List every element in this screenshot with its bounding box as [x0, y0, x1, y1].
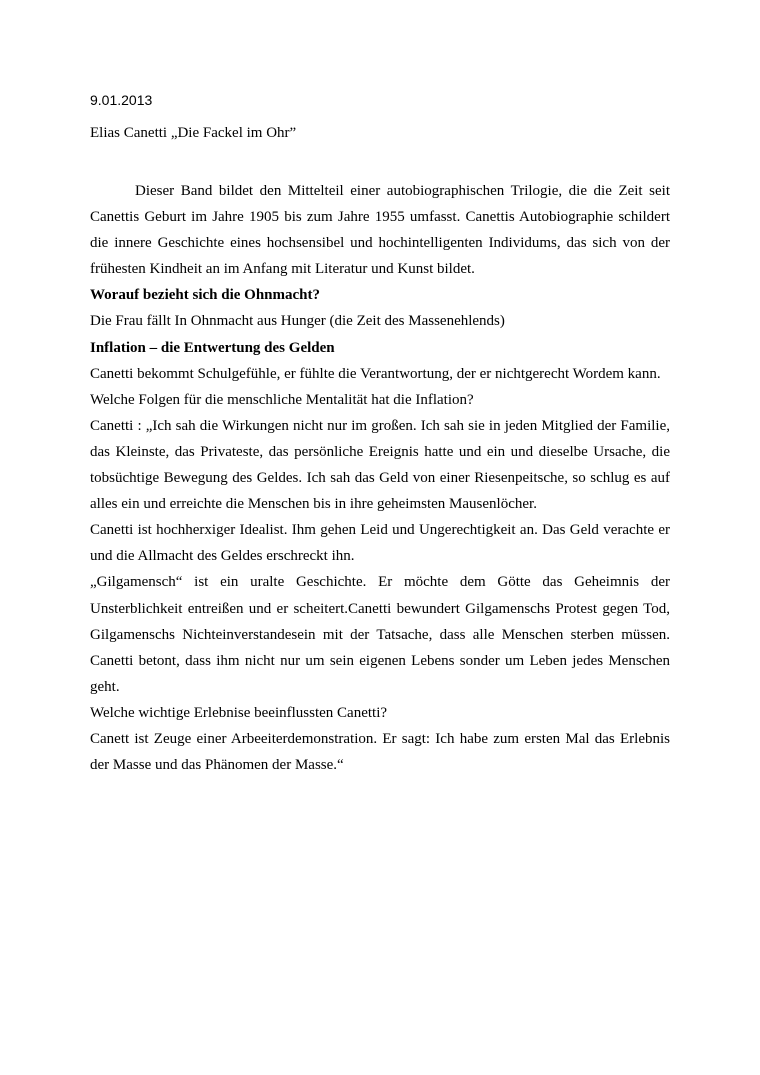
paragraph-gilgamensch: „Gilgamensch“ ist ein uralte Geschichte. Er möchte dem Götte das Geheimnis der Unsterblichkeit entreißen und er scheitert.Canetti bewundert Gilgamenschs Protest gegen Tod, Gilgamenschs Nichteinverstandesein mit der Tatsache, dass alle Menschen sterben müssen. Canetti betont, dass ihm nicht nur um sein eigenen Lebens sonder um Leben jedes Menschen geht.: [90, 574, 670, 695]
question-ohnmacht: Worauf bezieht sich die Ohnmacht?: [90, 287, 321, 304]
paragraph-masse: Canett ist Zeuge einer Arbeeiterdemonstration. Er sagt: Ich habe zum ersten Mal das Erlebnis der Masse und das Phänomen der Masse.“: [90, 730, 670, 774]
document-title: Elias Canetti „Die Fackel im Ohr”: [90, 125, 297, 141]
intro-paragraph: Dieser Band bildet den Mittelteil einer autobiographischen Trilogie, die die Zeit seit Canettis Geburt im Jahre 1905 bis zum Jahre 1955 umfasst. Canettis Autobiographie schildert die innere Geschichte eines hochsensibel und hochintelligenten Individums, das sich von der frühesten Kindheit an im Anfang mit Literatur und Kunst bildet.: [90, 183, 670, 278]
question-mentalitaet: Welche Folgen für die menschliche Mentalität hat die Inflation?: [90, 391, 474, 408]
canetti-quote-paragraph: Canetti : „Ich sah die Wirkungen nicht nur im großen. Ich sah sie in jeden Mitglied der Familie, das Kleinste, das Privateste, das persönliche Ereignis hatte und ein und dieselbe Ursache, die tobsüchtige Bewegung des Geldes. Ich sah das Geld von einer Riesenpeitsche, so schlug es auf alles ein und erreichte die Menschen bis in ihre geheimsten Mausenlöcher.: [90, 417, 670, 513]
document-body: [90, 178, 670, 778]
paragraph-idealist: Canetti ist hochherxiger Idealist. Ihm gehen Leid und Ungerechtigkeit an. Das Geld verachte er und die Allmacht des Geldes erschreckt ihn.: [90, 522, 670, 565]
question-erlebnisse: Welche wichtige Erlebnise beeinflussten Canetti?: [90, 704, 388, 721]
document-date: 9.01.2013: [90, 92, 153, 108]
answer-ohnmacht: Die Frau fällt In Ohnmacht aus Hunger (die Zeit des Massenehlends): [90, 313, 505, 330]
paragraph-schuldgefuehle: Canetti bekommt Schulgefühle, er fühlte die Verantwortung, der er nichtgerecht Wordem kann.: [90, 365, 661, 382]
heading-inflation: Inflation – die Entwertung des Gelden: [90, 339, 335, 356]
